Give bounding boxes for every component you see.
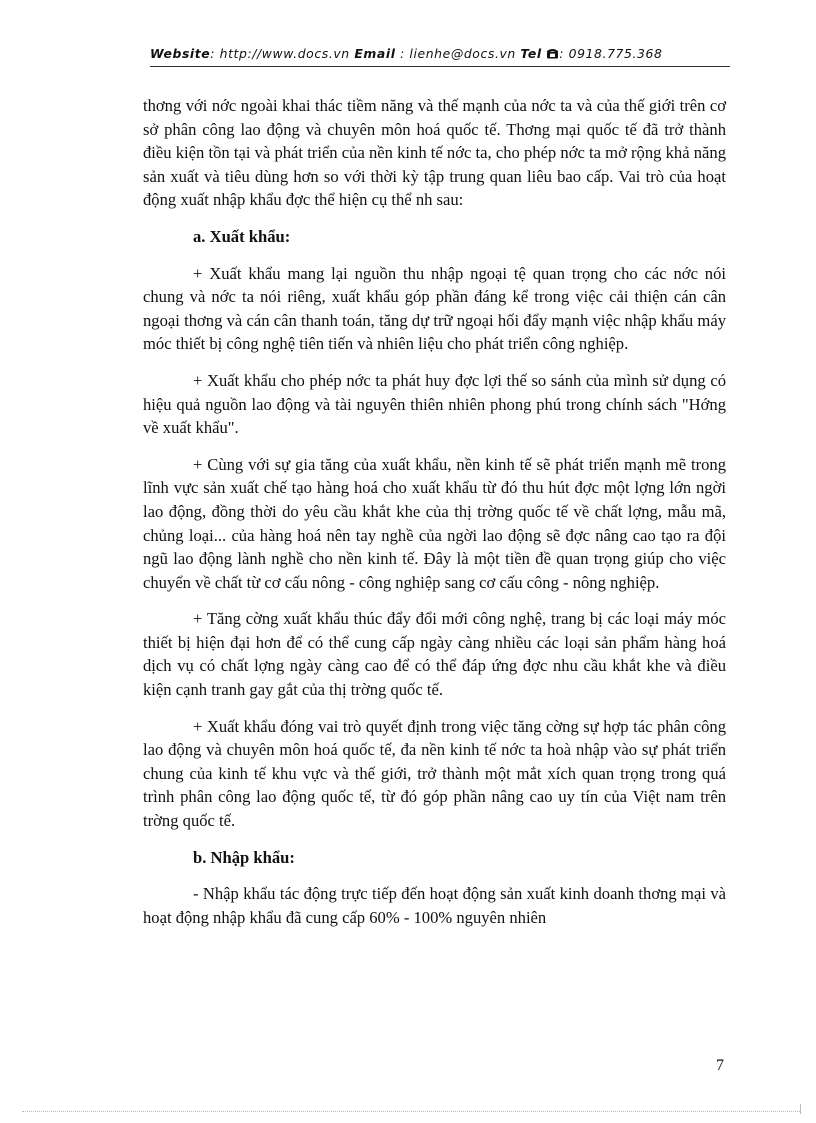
document-body — [143, 94, 726, 929]
email-value: : lienhe@docs.vn — [400, 46, 516, 61]
section-b-paragraph-1: - Nhập khẩu tác động trực tiếp đến hoạt động sản xuất kinh doanh thơng mại và hoạt động nhập khẩu đã cung cấp 60% - 100% nguyên nhiên — [143, 884, 726, 927]
page-number: 7 — [716, 1057, 724, 1074]
website-value: : http://www.docs.vn — [210, 46, 350, 61]
phone-icon — [546, 48, 559, 59]
email-label: Email — [354, 46, 396, 61]
tel-label: Tel — [520, 46, 542, 61]
section-a-paragraph-5: + Xuất khẩu đóng vai trò quyết định trong việc tăng cờng sự hợp tác phân công lao động và chuyên môn hoá quốc tế, đa nền kinh tế nớc ta hoà nhập vào sự phát triển chung của kinh tế khu vực và thế giới, trở thành một mắt xích quan trọng trong quá trình phân công lao động quốc tế, từ đó góp phần nâng cao uy tín của Việt nam trên trờng quốc tế. — [143, 716, 726, 831]
footer-divider — [22, 1111, 800, 1112]
header-rule — [150, 66, 730, 67]
intro-paragraph: thơng với nớc ngoài khai thác tiềm năng và thế mạnh của nớc ta và của thế giới trên cơ sở phân công lao động và chuyên môn hoá quốc tế. Thơng mại quốc tế đã trở thành điều kiện tồn tại và phát triển của nền kinh tế nớc ta, cho phép nớc ta mở rộng khả năng sản xuất và tiêu dùng hơn so với thời kỳ tập trung quan liêu bao cấp. Vai trò của hoạt động xuất nhập khẩu đợc thể hiện cụ thể nh sau: — [143, 96, 726, 210]
section-a-paragraph-2: + Xuất khẩu cho phép nớc ta phát huy đợc lợi thế so sánh của mình sử dụng có hiệu quả nguồn lao động và tài nguyên thiên nhiên phong phú trong chính sách "Hớng về xuất khẩu". — [143, 370, 726, 438]
section-a-paragraph-1: + Xuất khẩu mang lại nguồn thu nhập ngoại tệ quan trọng cho các nớc nói chung và nớc ta nói riêng, xuất khẩu góp phần đáng kể trong việc cải thiện cán cân ngoại thơng và cán cân thanh toán, tăng dự trữ ngoại hối đẩy mạnh việc nhập khẩu máy móc thiết bị công nghệ tiên tiến và nhiên liệu cho phát triển công nghiệp. — [143, 263, 726, 354]
footer-corner-mark — [800, 1104, 811, 1114]
website-label: Website — [150, 46, 211, 61]
page-header — [150, 46, 730, 61]
section-a-paragraph-3: + Cùng với sự gia tăng của xuất khẩu, nền kinh tế sẽ phát triển mạnh mẽ trong lĩnh vực sản xuất chế tạo hàng hoá cho xuất khẩu từ đó thu hút đợc một lợng lớn ngời lao động, đồng thời do yêu cầu khắt khe của thị trờng quốc tế về chất lợng, mẫu mã, chủng loại... của hàng hoá nên tay nghề của ngời lao động sẽ đợc nâng cao tạo ra đội ngũ lao động lành nghề cho nền kinh tế. Đây là một tiền đề quan trọng giúp cho việc chuyển về chất từ cơ cấu nông - công nghiệp sang cơ cấu công - nông nghiệp. — [143, 454, 726, 592]
section-b-heading: b. Nhập khẩu: — [193, 847, 295, 867]
section-a-paragraph-4: + Tăng cờng xuất khẩu thúc đẩy đổi mới công nghệ, trang bị các loại máy móc thiết bị hiện đại hơn để có thể cung cấp ngày càng nhiều các loại sản phẩm hàng hoá dịch vụ có chất lợng ngày càng cao để có thể đáp ứng đợc nhu cầu khắt khe và điều kiện cạnh tranh gay gắt của thị trờng quốc tế. — [143, 609, 726, 700]
section-a-heading: a. Xuất khẩu: — [193, 226, 291, 246]
tel-value: : 0918.775.368 — [559, 46, 663, 61]
